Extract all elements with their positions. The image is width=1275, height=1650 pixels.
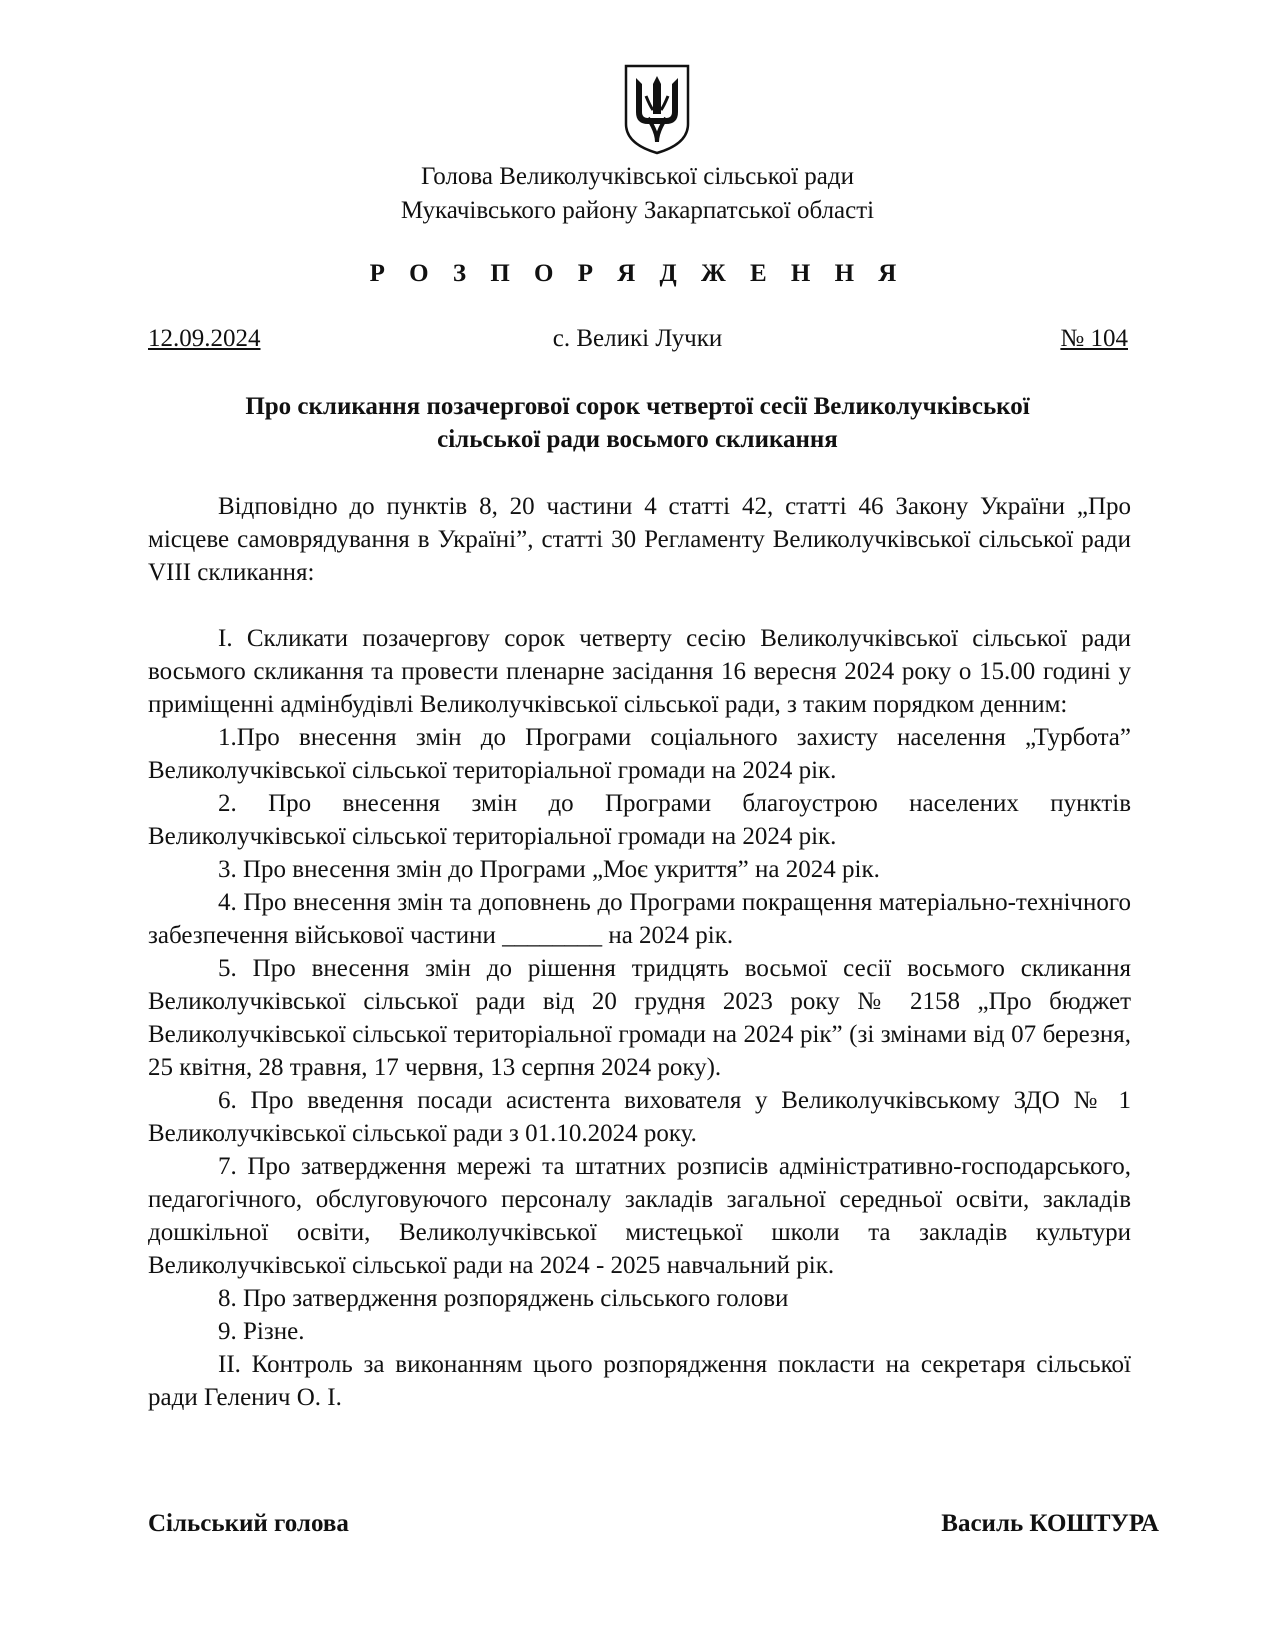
agenda-item-8: 8. Про затвердження розпоряджень сільського голови: [218, 1285, 789, 1312]
document-body: [148, 490, 1131, 1414]
agenda-item-7: 7. Про затвердження мережі та штатних розписів адміністративно-господарського, педагогічного, обслуговуючого персоналу закладів загальної середньої освіти, закладів дошкільної освіти, Великолучківської мистецької школи та закладів культури Великолучківської сільської ради на 2024 - 2025 навчальний рік.: [148, 1153, 1131, 1279]
paragraph-gap: [148, 589, 1131, 622]
document-date: 12.09.2024: [148, 325, 261, 352]
ukraine-trident-emblem-icon: [622, 62, 692, 156]
subject-line-2: сільської ради восьмого скликання: [437, 426, 838, 453]
agenda-item-9: 9. Різне.: [218, 1318, 305, 1345]
issuer-line-1: Голова Великолучківської сільської ради: [421, 163, 854, 190]
document-number: № 104: [1060, 325, 1128, 352]
signature-position: Сільський голова: [148, 1510, 349, 1537]
preamble-paragraph: Відповідно до пунктів 8, 20 частини 4 статті 42, статті 46 Закону України „Про місцеве самоврядування в Україні”, статті 30 Регламенту Великолучківської сільської ради VIII скликання:: [148, 493, 1131, 586]
subject-line-1: Про скликання позачергової сорок четвертої сесії Великолучківської: [245, 393, 1030, 420]
section-2-paragraph: II. Контроль за виконанням цього розпорядження покласти на секретаря сільської ради Геленич О. І.: [148, 1351, 1131, 1411]
agenda-item-4: 4. Про внесення змін та доповнень до Програми покращення матеріально-технічного забезпечення військової частини ________ на 2024 рік.: [148, 889, 1131, 949]
document-place: с. Великі Лучки: [552, 325, 723, 352]
document-title: Р О З П О Р Я Д Ж Е Н Н Я: [369, 260, 906, 287]
issuer-line-2: Мукачівського району Закарпатської області: [400, 197, 875, 224]
agenda-item-3: 3. Про внесення змін до Програми „Моє укриття” на 2024 рік.: [218, 856, 880, 883]
agenda-item-2: 2. Про внесення змін до Програми благоустрою населених пунктів Великолучківської сільської територіальної громади на 2024 рік.: [148, 790, 1131, 850]
signature-name: Василь КОШТУРА: [941, 1510, 1159, 1537]
agenda-item-1: 1.Про внесення змін до Програми соціального захисту населення „Турбота” Великолучківської сільської територіальної громади на 2024 рік.: [148, 724, 1131, 784]
document-subject: [0, 390, 1275, 456]
agenda-item-6: 6. Про введення посади асистента вихователя у Великолучківському ЗДО № 1 Великолучківської сільської ради з 01.10.2024 року.: [148, 1087, 1131, 1147]
section-1-paragraph: I. Скликати позачергову сорок четверту сесію Великолучківської сільської ради восьмого скликання та провести пленарне засідання 16 вересня 2024 року о 15.00 годині у приміщенні адмінбудівлі Великолучківської сільської ради, з таким порядком денним:: [148, 625, 1131, 718]
agenda-item-5: 5. Про внесення змін до рішення тридцять восьмої сесії восьмого скликання Великолучківської сільської ради від 20 грудня 2023 року № 2158 „Про бюджет Великолучківської сільської територіальної громади на 2024 рік” (зі змінами від 07 березня, 25 квітня, 28 травня, 17 червня, 13 серпня 2024 року).: [148, 955, 1131, 1081]
